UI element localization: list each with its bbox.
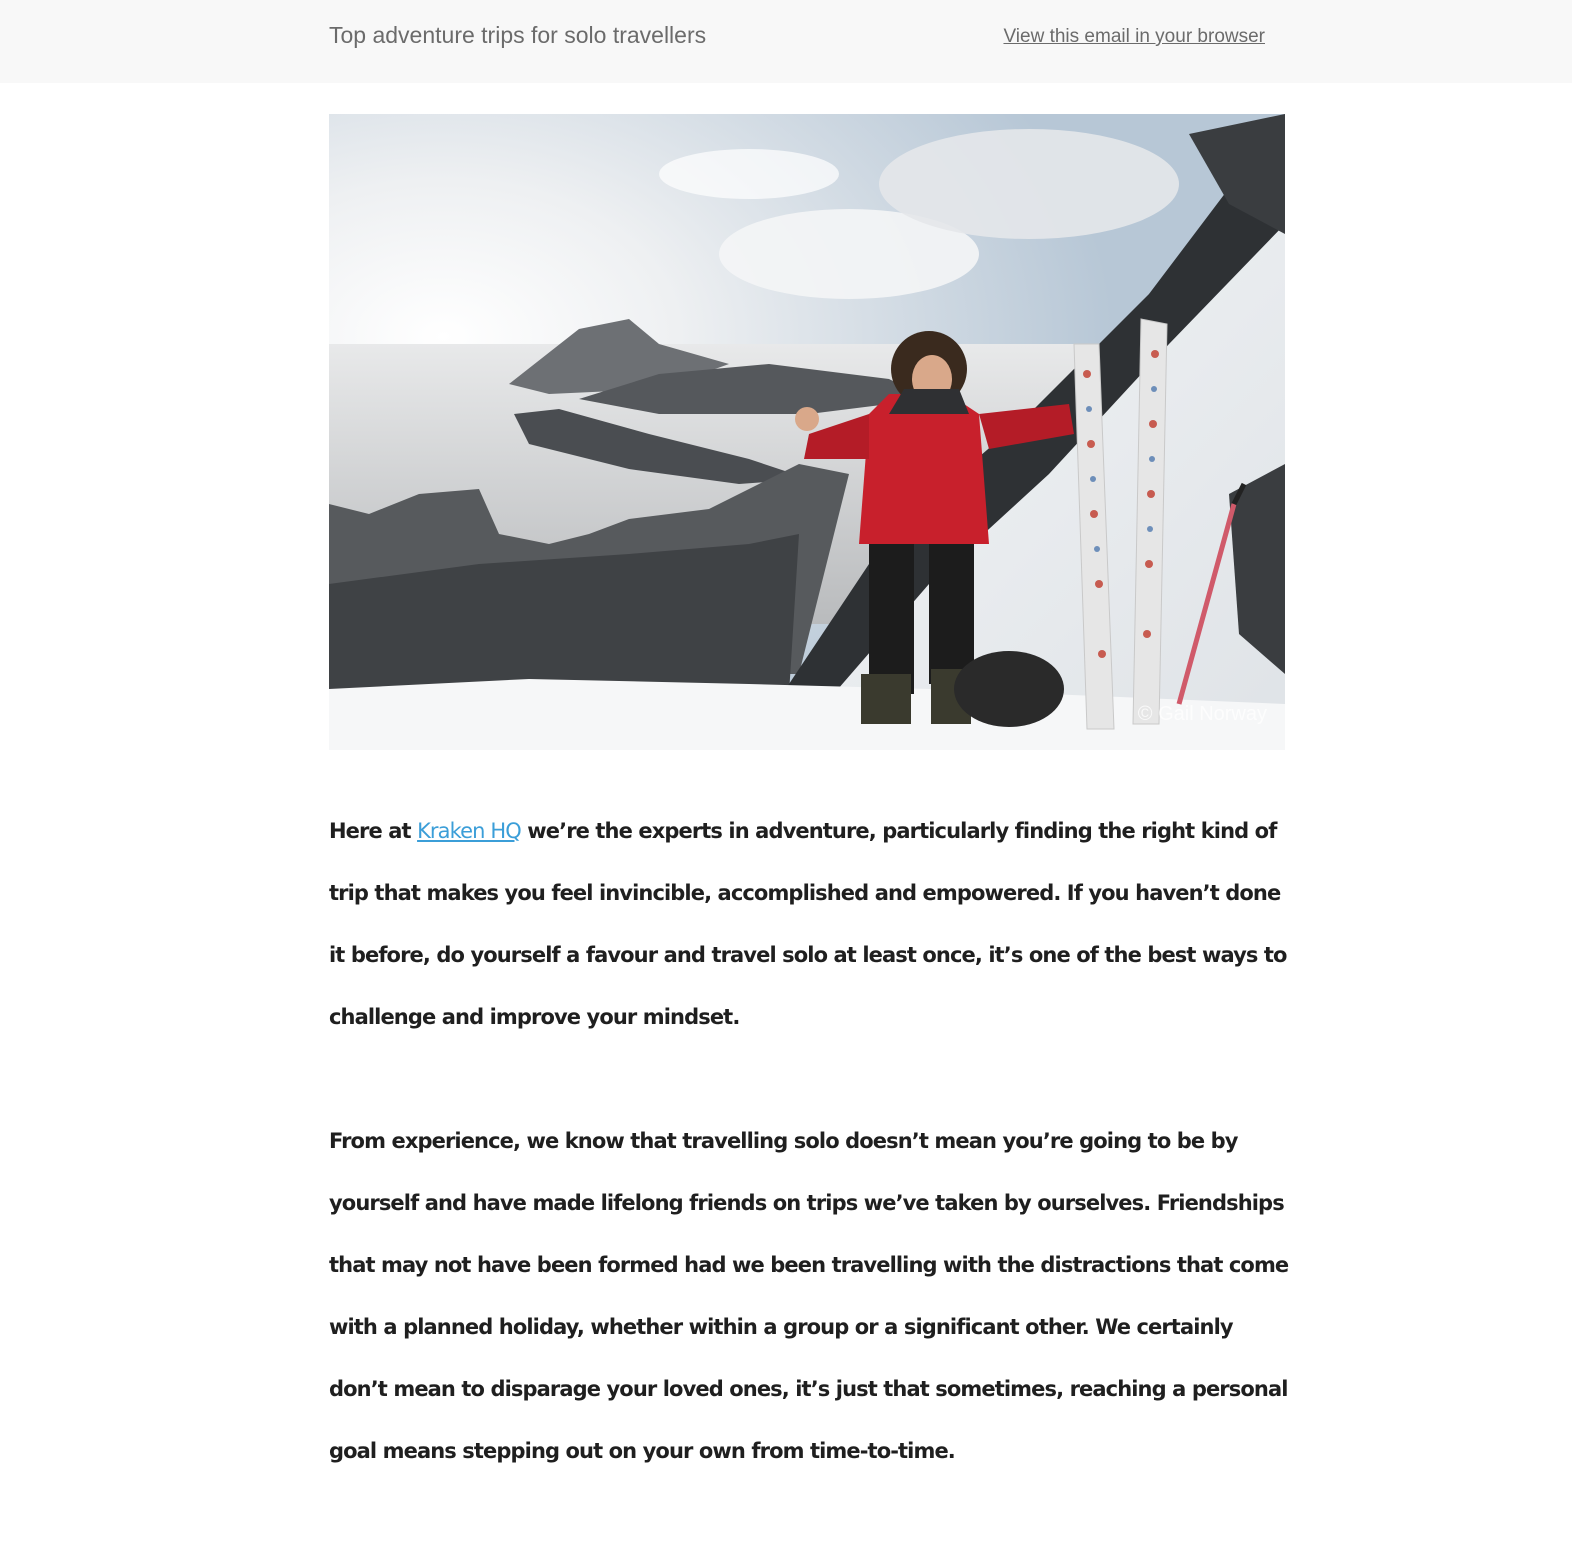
email-body [329, 800, 1289, 1544]
preheader-bar [0, 0, 1572, 83]
intro-paragraph [329, 800, 1289, 1048]
kraken-hq-link[interactable]: Kraken HQ [417, 819, 521, 843]
photo-credit: © Gail Norway [1137, 703, 1267, 725]
experience-paragraph: From experience, we know that travelling solo doesn’t mean you’re going to be by yourself and have made lifelong friends on trips we’ve taken by ourselves. Friendships that may not have been formed had we been travelling with the distractions that come with a planned holiday, whether within a group or a significant other. We certainly don’t mean to disparage your loved ones, it’s just that sometimes, reaching a personal goal means stepping out on your own from time-to-time. [329, 1129, 1289, 1463]
view-in-browser-link[interactable]: View this email in your browser [1003, 26, 1265, 47]
hero-image [329, 114, 1285, 750]
preheader-title: Top adventure trips for solo travellers [329, 22, 707, 48]
intro-suffix: we’re the experts in adventure, particularly finding the right kind of trip that makes you feel invincible, accomplished and empowered. If you haven’t done it before, do yourself a favour and travel solo at least once, it’s one of the best ways to challenge and improve your mindset. [329, 819, 1287, 1029]
intro-prefix: Here at [329, 819, 418, 843]
